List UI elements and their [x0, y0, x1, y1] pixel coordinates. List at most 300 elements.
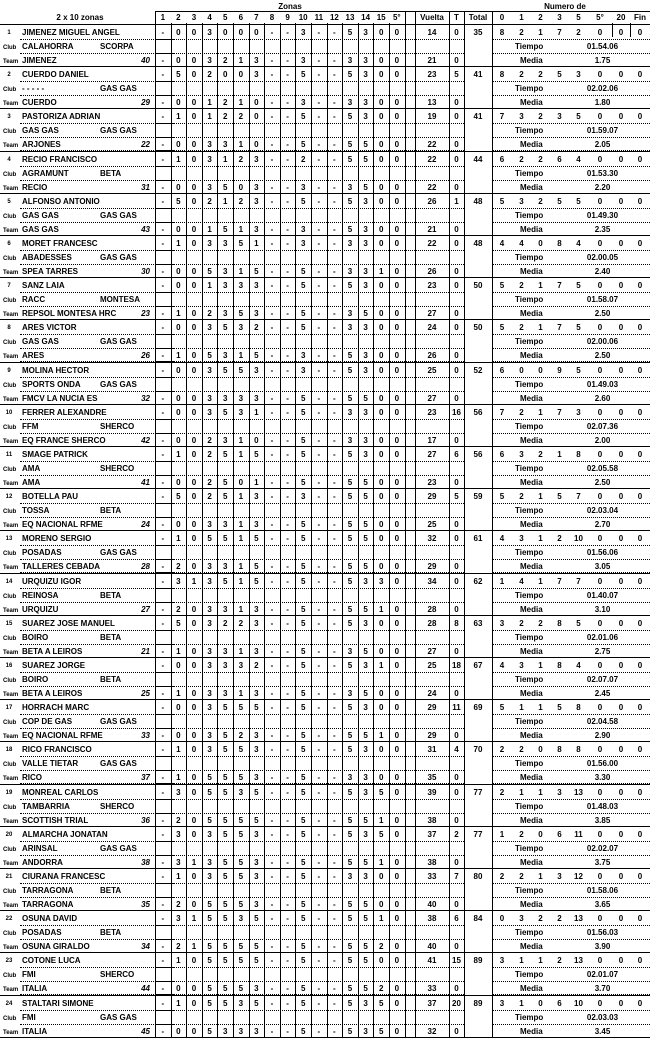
lap1-time-penalty: 7 — [454, 872, 459, 881]
lap1-zone-score: 0 — [378, 323, 384, 333]
dotted-rule — [20, 883, 174, 884]
rider-position: 17 — [5, 705, 13, 712]
lap2-zone-score: 3 — [300, 351, 306, 361]
rider-tiempo: 01.59.07 — [586, 126, 619, 136]
score-count: 5 — [499, 323, 505, 333]
team-label: Team — [3, 607, 19, 614]
dotted-rule — [492, 728, 650, 729]
zone-col-header: 5 — [222, 13, 228, 22]
dotted-rule — [415, 981, 449, 982]
dotted-rule — [20, 419, 174, 420]
lap1-zone-score: 3 — [207, 703, 212, 713]
lap1-time-penalty: 16 — [452, 407, 461, 417]
rider-total: 48 — [473, 239, 483, 248]
rider-team: GAS GAS — [22, 224, 59, 234]
media-label: Media — [520, 435, 543, 445]
dotted-rule — [20, 250, 174, 251]
lap1-zone-score: - — [317, 576, 321, 586]
score-count: 0 — [618, 956, 624, 966]
dotted-rule — [415, 517, 449, 518]
lap1-zone-score: 3 — [254, 872, 259, 881]
dotted-rule — [449, 292, 464, 293]
dotted-rule — [415, 799, 449, 800]
rider-name: PASTORIZA ADRIAN — [22, 112, 101, 122]
score-count: 1 — [538, 534, 543, 544]
score-count: 0 — [618, 196, 624, 206]
lap2-zone-score: 5 — [207, 900, 212, 909]
score-count: 5 — [576, 196, 581, 206]
lap2-zone-score: 3 — [347, 267, 353, 276]
lap1-zone-score: 0 — [394, 745, 400, 755]
lap2-time-penalty: 0 — [454, 182, 459, 192]
lap1-zone-score: 0 — [191, 745, 197, 755]
lap2-zone-score: 0 — [394, 604, 400, 614]
lap2-zone-score: 5 — [300, 857, 306, 867]
team-label: Team — [3, 523, 19, 530]
lap1-zone-score: 5 — [238, 956, 244, 966]
score-count: 1 — [519, 787, 524, 797]
lap2-vuelta: 38 — [427, 857, 437, 867]
rider-bike: GAS GAS — [100, 210, 137, 220]
lap2-zone-score: - — [317, 942, 321, 952]
lap2-zone-score: 5 — [363, 731, 368, 741]
team-label: Team — [3, 734, 19, 741]
lap2-zone-score: 5 — [254, 267, 259, 276]
lap1-vuelta: 27 — [427, 450, 437, 459]
dotted-rule — [492, 644, 650, 645]
score-count: 2 — [499, 787, 505, 797]
score-count: 5 — [499, 196, 505, 206]
lap2-zone-score: 5 — [347, 140, 353, 150]
dotted-rule — [492, 419, 650, 420]
lap2-zone-score: 0 — [176, 984, 181, 994]
dotted-rule — [155, 264, 415, 265]
lap2-zone-score: 5 — [207, 1026, 212, 1036]
score-count: 0 — [597, 618, 603, 628]
dotted-rule — [415, 883, 449, 884]
tiempo-label: Tiempo — [515, 970, 544, 980]
score-count: 6 — [499, 450, 505, 459]
rider-position: 7 — [7, 283, 11, 290]
lap2-zone-score: 0 — [176, 435, 181, 445]
tiempo-label: Tiempo — [515, 464, 544, 473]
lap2-zone-score: 0 — [176, 224, 181, 234]
score-count: 12 — [574, 872, 583, 881]
lap2-zone-score: - — [286, 731, 289, 741]
rider-name: RICO FRANCISCO — [22, 745, 92, 755]
rider-total: 70 — [473, 745, 483, 755]
score-count: 2 — [519, 70, 524, 80]
lap1-zone-score: 5 — [222, 450, 228, 459]
score-count: 0 — [597, 407, 603, 417]
score-count: 0 — [618, 112, 624, 122]
lap1-zone-score: 0 — [378, 70, 384, 80]
rider-media: 2.75 — [594, 646, 611, 656]
dotted-rule — [20, 855, 174, 856]
rider-tiempo: 01.40.07 — [586, 590, 619, 600]
lap2-zone-score: - — [286, 1026, 289, 1036]
lap1-zone-score: - — [161, 407, 165, 417]
lap1-zone-score: - — [317, 239, 321, 248]
dotted-rule — [449, 728, 464, 729]
media-label: Media — [520, 773, 543, 783]
dotted-rule — [492, 95, 650, 96]
media-label: Media — [520, 646, 543, 656]
column-rule — [373, 23, 374, 1037]
dotted-rule — [492, 377, 650, 378]
dotted-rule — [449, 503, 464, 504]
lap1-zone-score: 1 — [176, 745, 181, 755]
lap2-zone-score: - — [333, 435, 336, 445]
lap2-zone-score: - — [286, 224, 289, 234]
score-count: 0 — [597, 534, 603, 544]
lap1-time-penalty: 5 — [454, 492, 459, 502]
lap2-zone-score: 3 — [222, 435, 228, 445]
rider-club: AGRAMUNT — [22, 168, 69, 178]
lap2-zone-score: 3 — [347, 98, 353, 108]
rider-total: 44 — [473, 154, 483, 164]
row-rule — [0, 66, 650, 67]
lap1-zone-score: - — [286, 365, 289, 375]
score-count: 4 — [499, 239, 505, 248]
lap2-zone-score: 5 — [300, 478, 306, 487]
lap1-zone-score: - — [317, 28, 321, 37]
dotted-rule — [492, 475, 650, 476]
lap1-zone-score: 5 — [300, 281, 306, 291]
lap1-zone-score: - — [161, 787, 165, 797]
lap1-vuelta: 14 — [427, 28, 437, 37]
score-count: 1 — [557, 450, 562, 459]
lap2-zone-score: - — [161, 309, 165, 319]
dotted-rule — [449, 377, 464, 378]
column-rule — [155, 11, 156, 1037]
lap1-zone-score: - — [286, 618, 289, 628]
tiempo-label: Tiempo — [515, 759, 544, 769]
dotted-rule — [155, 348, 415, 349]
lap2-zone-score: - — [270, 182, 274, 192]
lap1-zone-score: 0 — [191, 365, 197, 375]
rider-bike: BETA — [100, 168, 122, 178]
row-rule — [0, 657, 650, 658]
rider-team: ARES — [22, 351, 45, 361]
dotted-rule — [492, 123, 650, 124]
club-label: Club — [3, 129, 17, 136]
column-rule — [630, 23, 631, 37]
lap2-time-penalty: 0 — [454, 562, 459, 572]
lap1-zone-score: 3 — [254, 829, 259, 839]
lap2-zone-score: 5 — [300, 309, 306, 319]
lap1-zone-score: 5 — [300, 323, 306, 333]
lap1-zone-score: 0 — [394, 407, 400, 417]
lap1-zone-score: 0 — [238, 28, 244, 37]
rider-tiempo: 02.00.05 — [586, 253, 619, 262]
rider-name: MORENO SERGIO — [22, 534, 92, 544]
rider-name: ALMARCHA JONATAN — [22, 829, 108, 839]
lap2-zone-score: 0 — [378, 646, 384, 656]
lap2-zone-score: - — [286, 646, 289, 656]
column-rule — [612, 23, 613, 37]
lap2-zone-score: 5 — [254, 351, 259, 361]
lap2-zone-score: - — [161, 56, 165, 65]
score-count: 1 — [519, 998, 524, 1008]
dotted-rule — [415, 419, 449, 420]
lap2-zone-score: - — [286, 393, 289, 403]
lap2-zone-score: - — [270, 815, 274, 825]
column-rule — [264, 23, 265, 1037]
lap1-vuelta: 23 — [427, 407, 437, 417]
score-count: 5 — [576, 323, 581, 333]
lap1-zone-score: 0 — [378, 450, 384, 459]
count-col-header: 20 — [616, 13, 626, 22]
lap2-zone-score: 3 — [238, 393, 244, 403]
lap2-vuelta: 25 — [427, 520, 437, 530]
dotted-rule — [155, 925, 415, 926]
lap2-zone-score: 5 — [363, 815, 368, 825]
rider-tiempo: 01.49.03 — [586, 379, 619, 389]
lap2-zone-score: 0 — [394, 393, 400, 403]
score-count: 6 — [499, 154, 505, 164]
rider-tiempo: 01.58.06 — [586, 886, 619, 895]
lap1-zone-score: 0 — [394, 829, 400, 839]
rider-number: 40 — [141, 56, 150, 65]
dotted-rule — [449, 672, 464, 673]
row-rule — [0, 24, 650, 25]
lap1-zone-score: - — [286, 450, 289, 459]
score-count: 7 — [557, 407, 562, 417]
lap1-zone-score: - — [317, 154, 321, 164]
dotted-rule — [449, 588, 464, 589]
score-count: 2 — [538, 618, 543, 628]
lap1-zone-score: 5 — [378, 829, 384, 839]
score-count: 9 — [557, 365, 562, 375]
lap2-zone-score: - — [286, 351, 289, 361]
lap1-zone-score: 0 — [394, 281, 400, 291]
lap1-zone-score: 5 — [222, 745, 228, 755]
lap2-zone-score: 5 — [222, 731, 228, 741]
lap1-zone-score: - — [333, 28, 336, 37]
dotted-rule — [415, 967, 449, 968]
lap1-zone-score: 0 — [378, 745, 384, 755]
tiempo-label: Tiempo — [515, 168, 544, 178]
lap1-zone-score: 5 — [222, 956, 228, 966]
dotted-rule — [155, 559, 415, 560]
lap1-vuelta: 33 — [427, 872, 437, 881]
team-label: Team — [3, 270, 19, 276]
rider-club: CALAHORRA — [22, 42, 74, 51]
media-label: Media — [520, 140, 543, 150]
lap2-zone-score: - — [333, 857, 336, 867]
lap1-zone-score: - — [270, 196, 274, 206]
media-label: Media — [520, 520, 543, 530]
lap2-zone-score: - — [286, 140, 289, 150]
lap1-zone-score: - — [317, 872, 321, 881]
lap2-zone-score: 0 — [394, 773, 400, 783]
dotted-rule — [449, 841, 464, 842]
lap1-zone-score: - — [317, 407, 321, 417]
score-count: 3 — [499, 998, 505, 1008]
rider-bike: GAS GAS — [100, 717, 137, 727]
lap1-zone-score: 0 — [394, 576, 400, 586]
lap1-zone-score: - — [333, 450, 336, 459]
lap2-zone-score: - — [161, 773, 165, 783]
lap2-zone-score: 5 — [238, 815, 244, 825]
club-label: Club — [3, 973, 17, 980]
lap2-zone-score: 5 — [363, 942, 368, 952]
score-count: 0 — [618, 914, 624, 924]
lap1-zone-score: - — [286, 112, 289, 122]
lap1-zone-score: - — [333, 745, 336, 755]
lap2-zone-score: - — [333, 393, 336, 403]
score-count: 1 — [538, 323, 543, 333]
score-count: 2 — [519, 745, 524, 755]
lap1-zone-score: 2 — [207, 450, 212, 459]
lap2-zone-score: - — [161, 984, 165, 994]
lap1-zone-score: - — [270, 492, 274, 502]
lap1-zone-score: 3 — [300, 28, 306, 37]
tiempo-label: Tiempo — [515, 590, 544, 600]
zone-col-header: 6 — [238, 13, 244, 22]
lap2-zone-score: - — [333, 140, 336, 150]
lap2-zone-score: 5 — [254, 562, 259, 572]
lap2-zone-score: - — [286, 478, 289, 487]
lap1-zone-score: 1 — [176, 450, 181, 459]
dotted-rule — [20, 981, 174, 982]
dotted-rule — [155, 883, 415, 884]
dotted-rule — [449, 264, 464, 265]
lap2-zone-score: - — [333, 267, 336, 276]
dotted-rule — [449, 630, 464, 631]
club-label: Club — [3, 213, 17, 220]
lap2-zone-score: - — [286, 182, 289, 192]
lap2-zone-score: 0 — [394, 857, 400, 867]
lap2-zone-score: - — [270, 1026, 274, 1036]
lap2-zone-score: - — [286, 604, 289, 614]
lap1-zone-score: 3 — [254, 196, 259, 206]
dotted-rule — [492, 799, 650, 800]
dotted-rule — [449, 686, 464, 687]
column-rule — [415, 11, 416, 1037]
lap1-zone-score: 3 — [363, 239, 368, 248]
column-rule — [311, 23, 312, 1037]
dotted-rule — [492, 81, 650, 82]
dotted-rule — [492, 686, 650, 687]
lap2-zone-score: 0 — [394, 562, 400, 572]
lap2-zone-score: 3 — [207, 56, 212, 65]
lap2-zone-score: 5 — [300, 815, 306, 825]
lap1-zone-score: 0 — [191, 281, 197, 291]
dotted-rule — [20, 334, 174, 335]
lap1-zone-score: - — [161, 745, 165, 755]
lap2-zone-score: 5 — [207, 267, 212, 276]
dotted-rule — [20, 756, 174, 757]
lap2-zone-score: 2 — [222, 98, 228, 108]
rider-team: ANDORRA — [22, 857, 63, 867]
dotted-rule — [449, 419, 464, 420]
media-label: Media — [520, 309, 543, 319]
lap1-zone-score: - — [333, 661, 336, 670]
team-label: Team — [3, 649, 19, 656]
lap2-zone-score: - — [161, 646, 165, 656]
zone-col-header: 3 — [191, 13, 197, 22]
rider-bike: GAS GAS — [100, 126, 137, 136]
score-count: 6 — [557, 829, 562, 839]
dotted-rule — [20, 264, 174, 265]
score-count: 0 — [538, 239, 543, 248]
lap1-time-penalty: 6 — [454, 914, 459, 924]
media-label: Media — [520, 815, 543, 825]
lap1-zone-score: 3 — [347, 239, 353, 248]
lap1-zone-score: 5 — [300, 70, 306, 80]
score-count: 7 — [557, 281, 562, 291]
row-rule — [0, 910, 650, 911]
dotted-rule — [492, 306, 650, 307]
dotted-rule — [415, 137, 449, 138]
lap1-zone-score: - — [270, 154, 274, 164]
rider-club: COP DE GAS — [22, 717, 73, 727]
club-label: Club — [3, 424, 17, 431]
lap2-zone-score: - — [270, 309, 274, 319]
lap2-zone-score: 3 — [222, 140, 228, 150]
dotted-rule — [20, 644, 174, 645]
lap1-zone-score: 3 — [207, 365, 212, 375]
dotted-rule — [20, 545, 174, 546]
dotted-rule — [492, 53, 650, 54]
dotted-rule — [20, 630, 174, 631]
lap1-zone-score: 1 — [238, 576, 244, 586]
score-count: 1 — [499, 576, 505, 586]
lap1-zone-score: 5 — [300, 576, 306, 586]
lap1-zone-score: - — [333, 914, 336, 924]
lap2-zone-score: 1 — [378, 267, 384, 276]
lap1-zone-score: 0 — [191, 661, 197, 670]
lap1-zone-score: 0 — [394, 154, 400, 164]
lap1-zone-score: 5 — [347, 829, 353, 839]
rider-total: 61 — [473, 534, 483, 544]
dotted-rule — [449, 306, 464, 307]
lap2-zone-score: 5 — [363, 140, 368, 150]
lap1-zone-score: - — [333, 998, 336, 1008]
lap1-zone-score: - — [317, 534, 321, 544]
lap2-zone-score: 3 — [347, 689, 353, 698]
lap1-zone-score: 5 — [347, 450, 353, 459]
rider-total: 56 — [473, 450, 483, 459]
lap1-zone-score: - — [270, 365, 274, 375]
lap1-time-penalty: 0 — [454, 534, 459, 544]
lap2-zone-score: 1 — [238, 98, 244, 108]
rider-tiempo: 02.01.06 — [586, 632, 619, 642]
score-count: 2 — [519, 323, 524, 333]
rider-club: VALLE TIETAR — [22, 759, 79, 769]
dotted-rule — [155, 39, 415, 40]
lap1-zone-score: 0 — [191, 196, 197, 206]
lap2-zone-score: 3 — [254, 646, 259, 656]
lap2-vuelta: 26 — [427, 351, 437, 361]
lap2-time-penalty: 0 — [454, 98, 459, 108]
lap2-vuelta: 26 — [427, 267, 437, 276]
lap2-zone-score: 0 — [191, 773, 197, 783]
lap1-zone-score: 0 — [176, 281, 181, 291]
rider-team: ITALIA — [22, 1026, 48, 1036]
lap2-zone-score: 0 — [394, 520, 400, 530]
lap2-zone-score: - — [333, 773, 336, 783]
lap1-zone-score: - — [161, 829, 165, 839]
score-count: 0 — [597, 576, 603, 586]
dotted-rule — [492, 897, 650, 898]
lap1-zone-score: 5 — [300, 196, 306, 206]
rider-team: AMA — [22, 478, 41, 487]
dotted-rule — [20, 925, 174, 926]
dotted-rule — [20, 728, 174, 729]
